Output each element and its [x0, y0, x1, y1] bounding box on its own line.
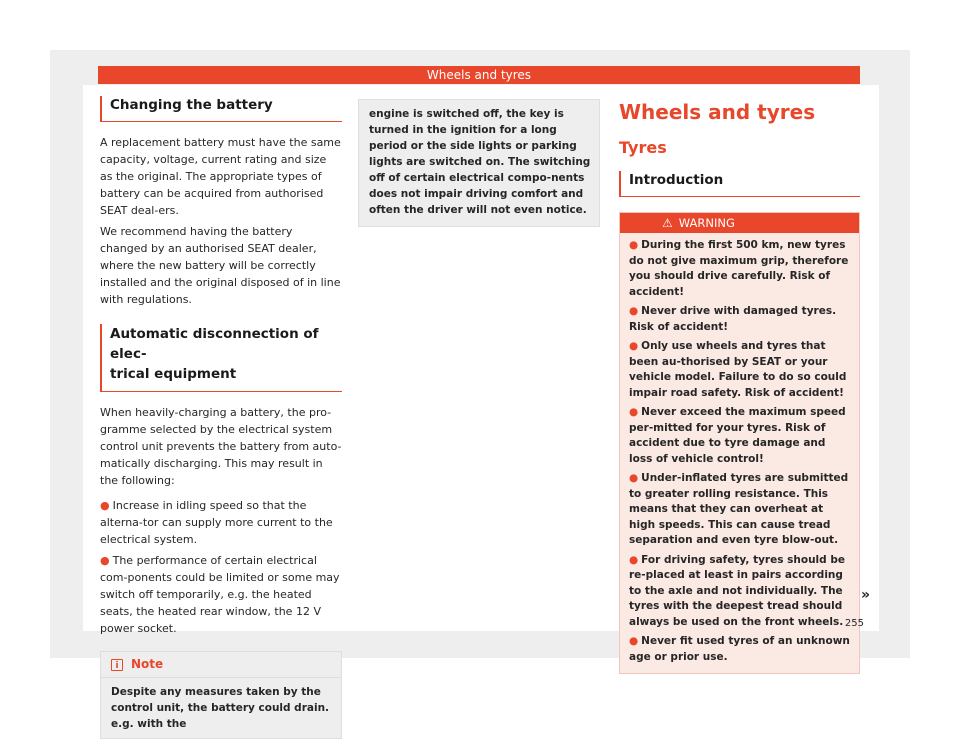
- bullet-icon: ●: [629, 340, 639, 352]
- warning-item: ● During the first 500 km, new tyres do not give maximum grip, therefore you should drive carefully. Risk of accident!: [629, 239, 849, 298]
- chapter-title: Wheels and tyres: [619, 100, 816, 124]
- warning-item: ● Never drive with damaged tyres. Risk of accident!: [629, 305, 837, 333]
- heading-text-line2: trical equipment: [110, 366, 237, 382]
- heading-rule: [102, 121, 342, 122]
- warning-box: [619, 212, 860, 674]
- warning-item: ● Never fit used tyres of an unknown age or prior use.: [629, 635, 850, 663]
- column-middle: [358, 99, 600, 227]
- bullet-icon: ●: [629, 635, 639, 647]
- bullet-icon: ●: [100, 499, 110, 512]
- heading-text-line1: Automatic disconnection of elec-: [110, 326, 319, 362]
- warning-header: [620, 213, 859, 233]
- info-icon: i: [111, 659, 123, 671]
- section-title: Tyres: [619, 138, 667, 157]
- paragraph: A replacement battery must have the same capacity, voltage, current rating and size as the original. The appropriate types of battery can be acquired from authorised SEAT deal-ers.: [100, 136, 341, 217]
- note-box: [100, 651, 342, 739]
- warning-item: ● For driving safety, tyres should be re-placed at least in pairs according to the axle and not individually. The tyres with the deepest tread should always be used on the front wheels.: [629, 553, 845, 628]
- list-item: ● Increase in idling speed so that the alterna-tor can supply more current to the electrical system.: [100, 499, 333, 546]
- continue-marker: »: [861, 587, 871, 603]
- note-continued-box: engine is switched off, the key is turned in the ignition for a long period or the side lights or parking lights are switched on. The switching off of certain electrical compo-nents does not impair driving comfort and often the driver will not even notice.: [358, 99, 600, 227]
- heading-rule: [102, 391, 342, 392]
- page-number: 255: [844, 618, 864, 629]
- paragraph: When heavily-charging a battery, the pro-gramme selected by the electrical system control unit prevents the battery from auto-matically discharging. This may result in the following:: [100, 406, 342, 487]
- bullet-icon: ●: [629, 239, 639, 251]
- bullet-icon: ●: [100, 554, 110, 567]
- column-left: [100, 96, 342, 739]
- warning-triangle-icon: ⚠: [662, 216, 673, 230]
- bullet-icon: ●: [629, 305, 639, 317]
- note-header: [101, 652, 341, 678]
- bullet-icon: ●: [629, 406, 639, 418]
- warning-label: WARNING: [678, 216, 735, 230]
- heading-auto-disconnection: [100, 324, 342, 392]
- note-label: Note: [131, 657, 164, 671]
- bullet-icon: ●: [629, 553, 639, 566]
- warning-item: ● Under-inflated tyres are submitted to greater rolling resistance. This means that they can overheat at high speeds. This can cause tread separation and even tyre blow-out.: [629, 472, 849, 546]
- heading-rule: [621, 196, 860, 197]
- bullet-icon: ●: [629, 472, 639, 484]
- paragraph: We recommend having the battery changed by an authorised SEAT dealer, where the new battery will be correctly installed and the original disposed of in line with regulations.: [100, 225, 341, 306]
- heading-changing-battery: [100, 96, 342, 122]
- heading-text: Changing the battery: [110, 97, 273, 113]
- heading-introduction: [619, 171, 860, 197]
- list-item: ● The performance of certain electrical com-ponents could be limited or some may switch off temporarily, e.g. the heated seats, the heated rear window, the 12 V power socket.: [100, 554, 340, 635]
- warning-item: ● Never exceed the maximum speed per-mitted for your tyres. Risk of accident due to tyre damage and loss of vehicle control!: [629, 406, 846, 465]
- note-text: Despite any measures taken by the control unit, the battery could drain. e.g. with the: [111, 686, 330, 730]
- warning-item: ● Only use wheels and tyres that been au-thorised by SEAT or your vehicle model. Failure to do so could impair road safety. Risk of accident!: [629, 340, 847, 399]
- heading-text: Introduction: [629, 172, 724, 188]
- warning-list: [620, 233, 859, 673]
- column-right: [619, 99, 860, 674]
- section-banner: Wheels and tyres: [98, 66, 860, 84]
